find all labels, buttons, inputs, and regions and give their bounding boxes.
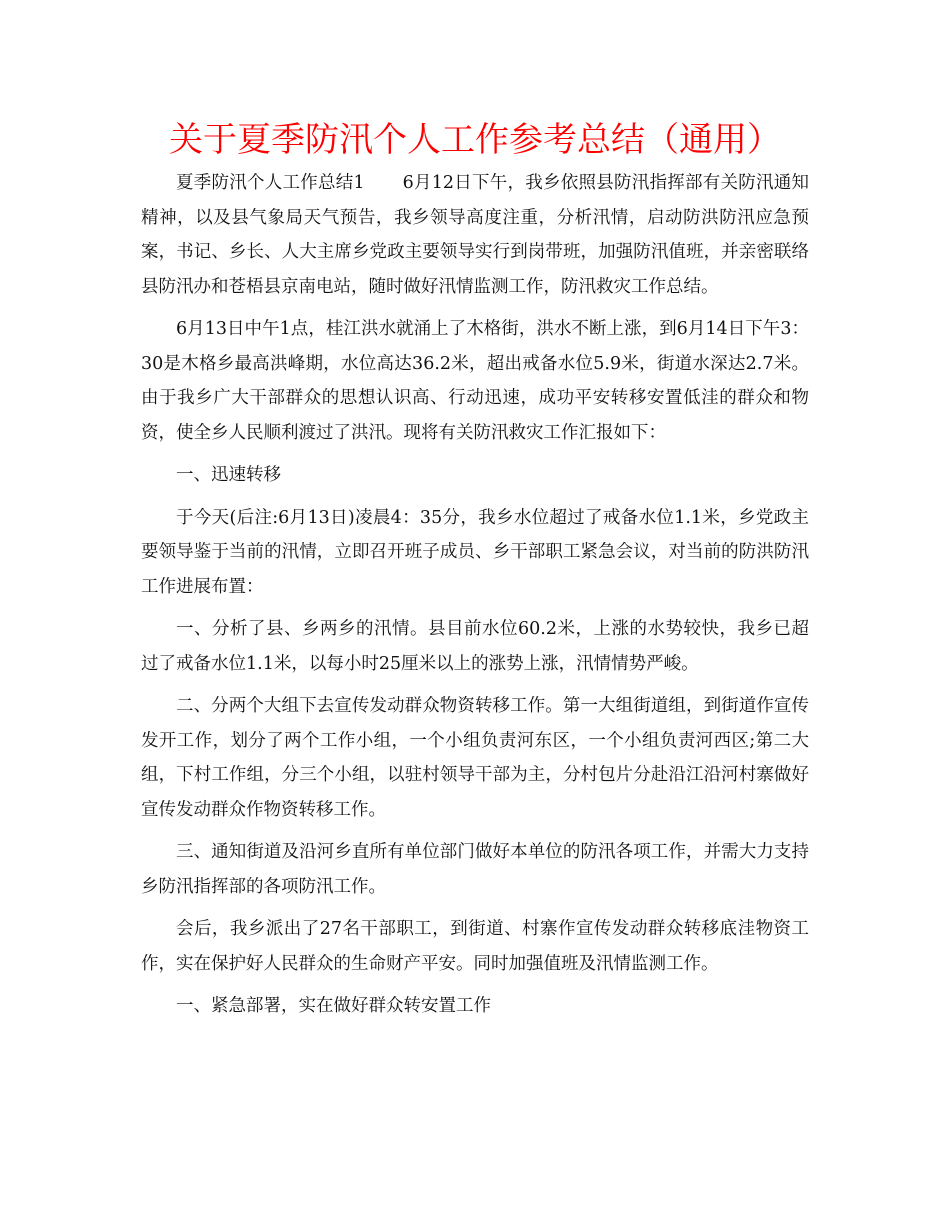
document-body xyxy=(141,166,809,1032)
paragraph-6: 二、分两个大组下去宣传发动群众物资转移工作。第一大组街道组，到街道作宣传发开工作，划分了两个工作小组，一个小组负责河东区，一个小组负责河西区;第二大组，下村工作组，分三个小组，以驻村领导干部为主，分村包片分赴沿江沿河村寨做好宣传发动群众作物资转移工作。 xyxy=(141,696,809,820)
paragraph-5: 一、分析了县、乡两乡的汛情。县目前水位60.2米，上涨的水势较快，我乡已超过了戒备水位1.1米，以每小时25厘米以上的涨势上涨，汛情情势严峻。 xyxy=(141,619,809,674)
paragraph-1-text: 6月12日下午，我乡依照县防汛指挥部有关防汛通知精神，以及县气象局天气预告，我乡领导高度注重，分析汛情，启动防洪防汛应急预案，书记、乡长、人大主席乡党政主要领导实行到岗带班，加强防汛值班，并亲密联络县防汛办和苍梧县京南电站，随时做好汛情监测工作，防汛救灾工作总结。 xyxy=(141,173,809,297)
section-heading-rapid-transfer: 一、迅速转移 xyxy=(176,465,281,485)
paragraph-4: 于今天(后注:6月13日)凌晨4：35分，我乡水位超过了戒备水位1.1米，乡党政主要领导鉴于当前的汛情，立即召开班子成员、乡干部职工紧急会议，对当前的防洪防汛工作进展布置： xyxy=(141,507,809,597)
intro-heading: 夏季防汛个人工作总结1 xyxy=(176,173,365,193)
paragraph-8: 会后，我乡派出了27名干部职工，到街道、村寨作宣传发动群众转移底洼物资工作，实在保护好人民群众的生命财产平安。同时加强值班及汛情监测工作。 xyxy=(141,919,809,974)
paragraph-7: 三、通知街道及沿河乡直所有单位部门做好本单位的防汛各项工作，并需大力支持乡防汛指挥部的各项防汛工作。 xyxy=(141,842,809,897)
paragraph-intro xyxy=(141,166,809,304)
document-title: 关于夏季防汛个人工作参考总结（通用） xyxy=(169,120,781,160)
paragraph-2: 6月13日中午1点，桂江洪水就涌上了木格街，洪水不断上涨，到6月14日下午3：30是木格乡最高洪峰期，水位高达36.2米，超出戒备水位5.9米，街道水深达2.7米。由于我乡广大干部群众的思想认识高、行动迅速，成功平安转移安置低洼的群众和物资，使全乡人民顺利渡过了洪汛。现将有关防汛救灾工作汇报如下： xyxy=(141,319,809,443)
section-heading-emergency-deployment: 一、紧急部署，实在做好群众转安置工作 xyxy=(176,996,491,1016)
